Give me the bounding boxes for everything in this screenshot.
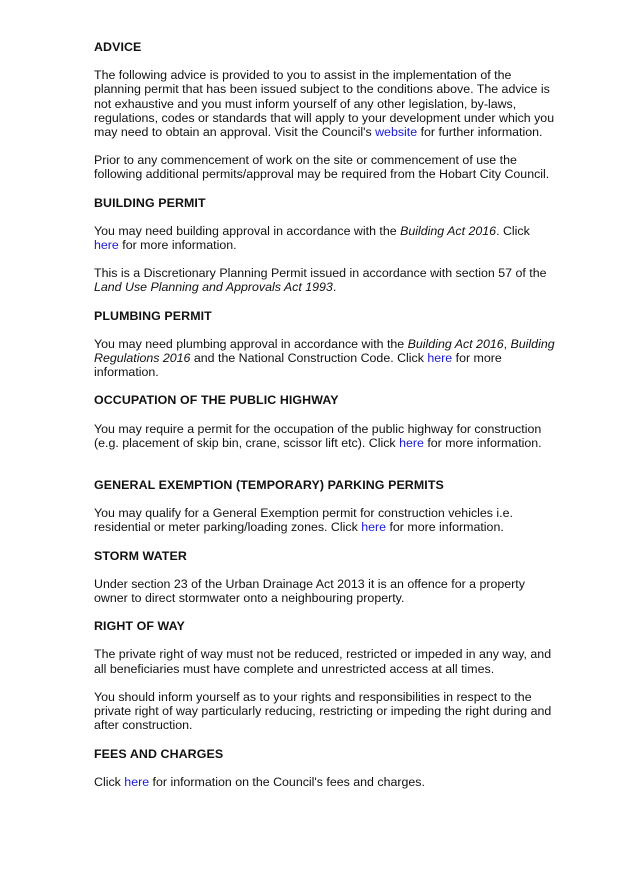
plumbing-text-before: You may need plumbing approval in accordance with the (94, 336, 408, 351)
fees-text-after: for information on the Council's fees and charges. (149, 774, 425, 789)
building-text-mid: . Click (496, 223, 530, 238)
building-permit-paragraph-2 (94, 266, 556, 294)
document-page (94, 40, 556, 803)
right-of-way-heading: RIGHT OF WAY (94, 619, 185, 634)
fees-paragraph (94, 775, 556, 789)
parking-text-before: You may qualify for a General Exemption permit for construction vehicles i.e. residential or meter parking/loading zones. Click (94, 506, 513, 535)
public-highway-paragraph (94, 422, 556, 450)
highway-text-before: You may require a permit for the occupation of the public highway for construction (e.g. placement of skip bin, crane, scissor lift etc). Click (94, 421, 542, 450)
building-permit-heading: BUILDING PERMIT (94, 195, 206, 210)
highway-text-after: for more information. (423, 435, 542, 450)
plumbing-permit-paragraph (94, 337, 556, 380)
storm-water-paragraph: Under section 23 of the Urban Drainage Act 2013 it is an offence for a property owner to direct stormwater onto a neighbouring property. (94, 576, 525, 606)
advice-paragraph-2: Prior to any commencement of work on the site or commencement of use the following additional permits/approval may be required from the Hobart City Council. (94, 153, 550, 182)
parking-permits-here-link[interactable]: here (361, 520, 387, 535)
parking-text-after: for more information. (386, 520, 504, 535)
building-text-after: for more information. (118, 238, 237, 253)
building-text-before: You may need building approval in accordance with the (94, 223, 401, 238)
discretionary-text-before: This is a Discretionary Planning Permit issued in accordance with section 57 of the (94, 266, 547, 281)
storm-water-heading: STORM WATER (94, 548, 187, 563)
fees-here-link[interactable]: here (124, 774, 150, 789)
fees-text-before: Click (94, 774, 125, 789)
right-of-way-paragraph-1: The private right of way must not be reduced, restricted or impeded in any way, and all beneficiaries must have complete and unrestricted access at all times. (94, 647, 552, 676)
plumbing-permit-here-link[interactable]: here (427, 351, 453, 366)
plumbing-text-mid: and the National Construction Code. Click (190, 351, 428, 366)
website-link[interactable]: website (375, 125, 418, 140)
land-use-act-title: Land Use Planning and Approvals Act 1993 (94, 280, 333, 295)
building-regulations-title: Building Regulations 2016 (94, 336, 555, 366)
public-highway-here-link[interactable]: here (399, 435, 424, 450)
parking-permits-heading: GENERAL EXEMPTION (TEMPORARY) PARKING PERMITS (94, 478, 444, 493)
public-highway-heading: OCCUPATION OF THE PUBLIC HIGHWAY (94, 393, 339, 408)
building-act-title: Building Act 2016 (400, 223, 497, 238)
advice-text-after: for further information. (417, 125, 543, 140)
right-of-way-paragraph-2: You should inform yourself as to your rights and responsibilities in respect to the private right of way particularly reducing, restricting or impeding the right during and after construction. (94, 689, 552, 733)
advice-text: The following advice is provided to you to assist in the implementation of the planning permit that has been issued subject to the conditions above. The advice is not exhaustive and you must inform yourself of any other legislation, by-laws, regulations, codes or standards that will apply to your development under which you may need to obtain an approval. Visit the Council's (94, 68, 555, 140)
plumbing-permit-heading: PLUMBING PERMIT (94, 308, 212, 323)
plumbing-separator: , (503, 336, 511, 351)
building-permit-here-link[interactable]: here (94, 238, 119, 253)
building-permit-paragraph-1 (94, 224, 556, 252)
plumbing-text-after: for more information. (94, 351, 502, 380)
parking-permits-paragraph (94, 506, 556, 534)
advice-paragraph-1 (94, 68, 556, 139)
discretionary-text-after: . (332, 280, 337, 295)
fees-heading: FEES AND CHARGES (94, 746, 224, 761)
plumbing-building-act: Building Act 2016 (407, 336, 504, 351)
advice-heading: ADVICE (94, 40, 142, 54)
